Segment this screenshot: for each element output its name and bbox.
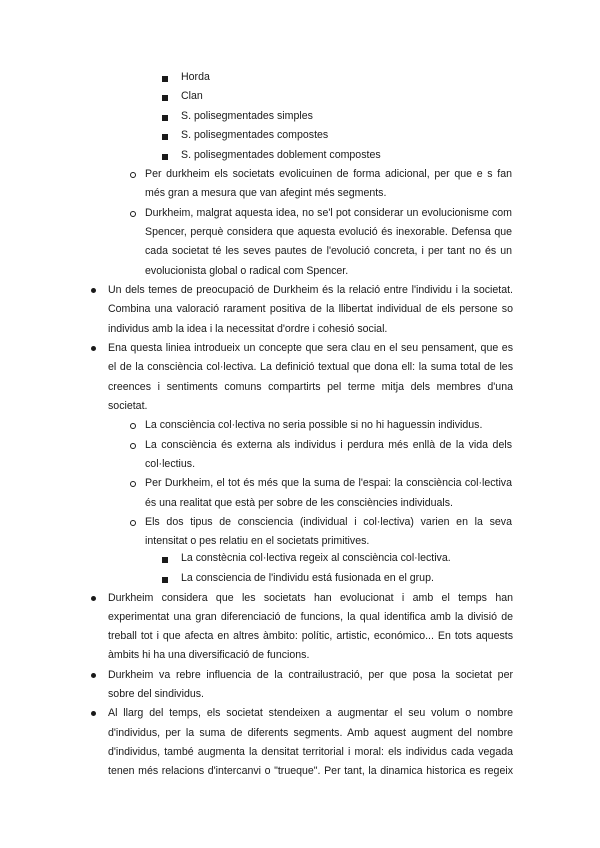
square-bullet-icon [162, 95, 168, 101]
text-line: creences i sentiments comuns compartirts pel terme mitja dels membres d'una [108, 381, 513, 393]
square-bullet-icon [162, 115, 168, 121]
text-line: La consciencia de l'individu está fusionada en el grup. [181, 572, 434, 584]
circle-bullet-icon [130, 443, 136, 449]
circle-bullet-icon [130, 423, 136, 429]
text-line: Per durkheim els societats evolicuinen de forma adicional, per que e s fan [145, 168, 512, 180]
text-line: d'individus, per la suma de diferents segments. Amb aquest augment del nombre [108, 727, 513, 739]
text-line: La consciència és externa als individus i perdura més enllà de la vida dels [145, 439, 512, 451]
text-line: Al llarg del temps, els societat stendeixen a augmentar el seu volum o nombre [108, 707, 513, 719]
text-line: Spencer, perquè considera que aquesta evolució és inexorable. Defensa que [145, 226, 512, 238]
circle-bullet-icon [130, 211, 136, 217]
text-line: intensitat o pes relatiu en el societats primitives. [145, 535, 370, 547]
text-line: La constècnia col·lectiva regeix al consciència col·lectiva. [181, 552, 451, 564]
text-line: Horda [181, 71, 210, 83]
circle-bullet-icon [130, 481, 136, 487]
text-line: Durkheim, malgrat aquesta idea, no se'l pot considerar un evolucionisme com [145, 207, 512, 219]
square-bullet-icon [162, 154, 168, 160]
text-line: Ena questa liniea introdueix un concepte que sera clau en el seu pensament, que es [108, 342, 513, 354]
text-line: S. polisegmentades compostes [181, 129, 329, 141]
text-line: Combina una valoració rarament positiva de la llibertat individual de els persone so [108, 303, 513, 315]
text-line: sobre del sindividus. [108, 688, 204, 700]
text-line: cada societat té les seves pautes de l'evolució concreta, i per tant no és un [145, 245, 512, 257]
square-bullet-icon [162, 76, 168, 82]
bullet-icon [91, 288, 96, 293]
text-line: tenen més relacions d'intercanvi o "trueque". Per tant, la dinamica historica es regeix [108, 765, 513, 777]
text-line: experimentat una gran diferenciació de funcions, la qual identifica amb la divisió de [108, 611, 513, 623]
square-bullet-icon [162, 577, 168, 583]
text-line: S. polisegmentades doblement compostes [181, 149, 381, 161]
text-line: S. polisegmentades simples [181, 110, 313, 122]
text-line: és una realitat que està per sobre de les consciències individuals. [145, 497, 453, 509]
square-bullet-icon [162, 134, 168, 140]
text-line: d'individus, també augmenta la densitat territorial i moral: els individus cada vegada [108, 746, 513, 758]
text-line: Clan [181, 90, 203, 102]
text-line: La consciència col·lectiva no seria possible si no hi haguessin individus. [145, 419, 483, 431]
text-line: treball tot i que afecta en altres àmbito: polític, artistic, económico... En tots aquests [108, 630, 513, 642]
text-line: més gran a mesura que van afegint més segments. [145, 187, 387, 199]
text-line: Un dels temes de preocupació de Durkheim és la relació entre l'individu i la societat. [108, 284, 513, 296]
text-line: el de la consciència col·lectiva. La definició textual que dona ell: la suma total de les [108, 361, 513, 373]
text-line: col·lectius. [145, 458, 196, 470]
text-line: àmbits hi ha una diversificació de funcions. [108, 649, 310, 661]
square-bullet-icon [162, 557, 168, 563]
bullet-icon [91, 346, 96, 351]
bullet-icon [91, 673, 96, 678]
circle-bullet-icon [130, 172, 136, 178]
bullet-icon [91, 711, 96, 716]
circle-bullet-icon [130, 520, 136, 526]
text-line: individus amb la idea i la necessitat d'ordre i cohesió social. [108, 323, 388, 335]
text-line: evolucionista global o radical com Spencer. [145, 265, 349, 277]
text-line: Durkheim considera que les societats han evolucionat i amb el temps han [108, 592, 513, 604]
text-line: Els dos tipus de consciencia (individual i col·lectiva) varien en la seva [145, 516, 512, 528]
text-line: Durkheim va rebre influencia de la contrailustració, per que posa la societat per [108, 669, 513, 681]
text-line: Per Durkheim, el tot és més que la suma de l'espai: la consciència col·lectiva [145, 477, 512, 489]
text-line: societat. [108, 400, 148, 412]
bullet-icon [91, 596, 96, 601]
